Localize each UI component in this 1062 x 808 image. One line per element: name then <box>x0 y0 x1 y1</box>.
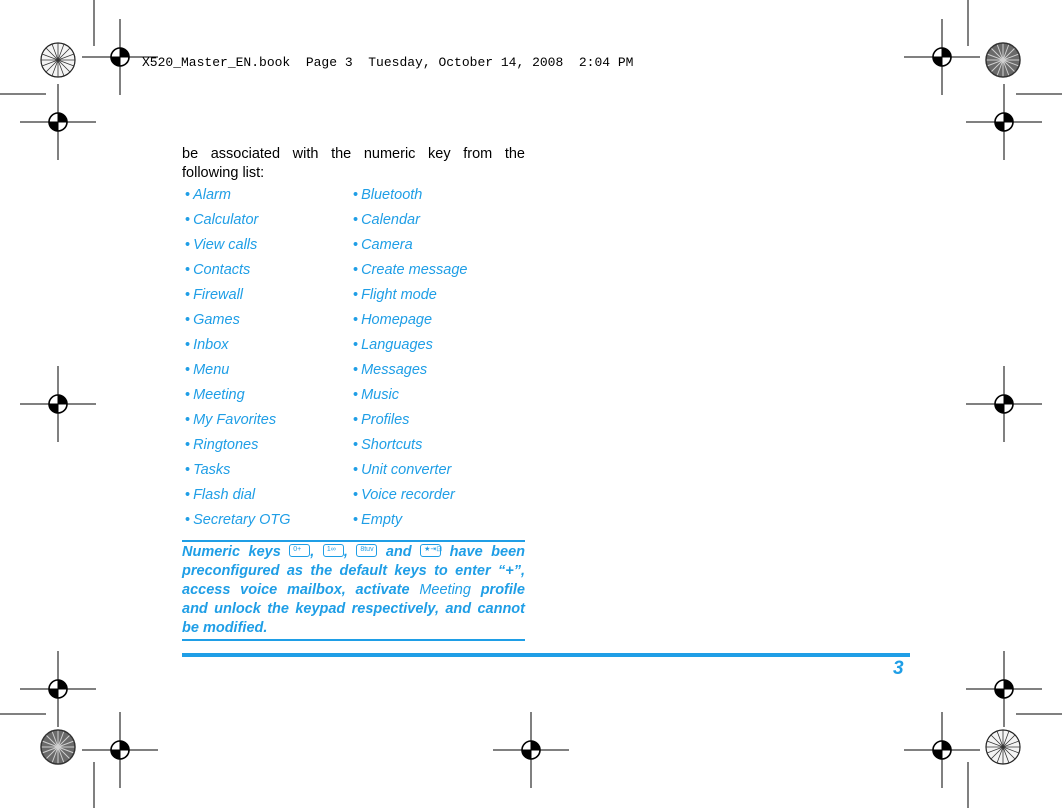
list-item <box>185 511 291 536</box>
list-item-label: Empty <box>361 512 403 528</box>
list-item-label: Calendar <box>361 212 420 228</box>
list-item <box>353 511 467 536</box>
shortcut-list-left <box>185 186 291 536</box>
key-1-label: 1∞ <box>326 546 336 553</box>
list-item-label: Music <box>361 387 399 403</box>
starburst-icon <box>986 730 1020 764</box>
list-item <box>185 386 291 411</box>
note-meeting-term: Meeting <box>419 582 471 598</box>
list-item <box>185 461 291 486</box>
list-item-label: View calls <box>193 237 258 253</box>
bullet-glyph: • <box>185 287 191 303</box>
list-item <box>353 211 467 236</box>
registration-mark-icon <box>82 712 158 788</box>
registration-mark-icon <box>20 651 96 727</box>
list-item-label: Languages <box>361 337 433 353</box>
note-top-rule <box>182 540 525 542</box>
page-number: 3 <box>893 658 904 679</box>
bullet-glyph: • <box>185 387 191 403</box>
bullet-glyph: • <box>353 362 359 378</box>
registration-mark-icon <box>966 84 1042 160</box>
registration-mark-icon <box>904 19 980 95</box>
list-item <box>185 261 291 286</box>
bullet-glyph: • <box>185 337 191 353</box>
list-item <box>353 461 467 486</box>
list-item-label: Messages <box>361 362 428 378</box>
list-item <box>185 186 291 211</box>
list-item-label: Camera <box>361 237 413 253</box>
key-star-label: ★⇥⊡ <box>424 546 443 553</box>
bullet-glyph: • <box>353 512 359 528</box>
bullet-glyph: • <box>185 312 191 328</box>
key-star-icon <box>420 544 441 557</box>
list-item-label: Meeting <box>193 387 245 403</box>
list-item <box>353 436 467 461</box>
print-header: X520_Master_EN.book Page 3 Tuesday, October 14, 2008 2:04 PM <box>142 55 634 70</box>
starburst-icon <box>41 43 75 77</box>
list-item <box>353 336 467 361</box>
list-item-label: Homepage <box>361 312 433 328</box>
registration-mark-icon <box>20 84 96 160</box>
list-item <box>185 211 291 236</box>
key-0-icon <box>289 544 310 557</box>
list-item-label: Secretary OTG <box>193 512 291 528</box>
bullet-glyph: • <box>353 487 359 503</box>
key-0-label: 0+ <box>293 546 302 553</box>
intro-paragraph: be associated with the numeric key from the following list: <box>182 146 525 181</box>
note-text-middle: have been preconfigured as the default keys to enter “+”, access voice mailbox, activate <box>182 544 526 598</box>
registration-mark-icon <box>966 651 1042 727</box>
bullet-glyph: • <box>185 512 191 528</box>
list-item-label: Bluetooth <box>361 187 423 203</box>
bullet-glyph: • <box>185 262 191 278</box>
list-item <box>353 486 467 511</box>
registration-mark-icon <box>966 366 1042 442</box>
bullet-glyph: • <box>185 412 191 428</box>
note-text-start: Numeric keys <box>182 544 281 560</box>
list-item <box>353 286 467 311</box>
bullet-glyph: • <box>185 362 191 378</box>
bullet-glyph: • <box>353 262 359 278</box>
bullet-glyph: • <box>185 437 191 453</box>
bullet-glyph: • <box>353 337 359 353</box>
list-item <box>185 436 291 461</box>
note-and: and <box>385 544 412 560</box>
key-8-icon <box>356 544 377 557</box>
registration-mark-icon <box>904 712 980 788</box>
list-item-label: Tasks <box>193 462 231 478</box>
list-item <box>185 286 291 311</box>
list-item <box>353 236 467 261</box>
list-item-label: My Favorites <box>193 412 277 428</box>
shortcut-list-right <box>353 186 467 536</box>
note-bottom-rule <box>182 639 525 641</box>
list-item-label: Ringtones <box>193 437 259 453</box>
preconfigured-keys-note <box>182 543 525 638</box>
bullet-glyph: • <box>353 187 359 203</box>
bullet-glyph: • <box>353 437 359 453</box>
list-item-label: Games <box>193 312 240 328</box>
list-item <box>185 486 291 511</box>
list-item <box>185 361 291 386</box>
list-item-label: Voice recorder <box>361 487 455 503</box>
bullet-glyph: • <box>185 487 191 503</box>
page-footer-rule <box>182 653 910 657</box>
list-item <box>353 361 467 386</box>
bullet-glyph: • <box>185 187 191 203</box>
list-item-label: Calculator <box>193 212 259 228</box>
list-item-label: Flight mode <box>361 287 437 303</box>
note-comma: , <box>310 544 315 560</box>
bullet-glyph: • <box>353 412 359 428</box>
bullet-glyph: • <box>353 237 359 253</box>
note-text-end: profile and unlock the keypad respectively, and cannot be modified. <box>182 582 525 636</box>
bullet-glyph: • <box>353 387 359 403</box>
bullet-glyph: • <box>353 312 359 328</box>
list-item <box>353 386 467 411</box>
key-1-icon <box>323 544 344 557</box>
list-item-label: Contacts <box>193 262 251 278</box>
list-item-label: Flash dial <box>193 487 256 503</box>
bullet-glyph: • <box>185 237 191 253</box>
bullet-glyph: • <box>353 212 359 228</box>
list-item-label: Create message <box>361 262 468 278</box>
list-item <box>185 236 291 261</box>
list-item-label: Unit converter <box>361 462 452 478</box>
list-item <box>353 311 467 336</box>
bullet-glyph: • <box>185 212 191 228</box>
bullet-glyph: • <box>353 287 359 303</box>
list-item <box>353 411 467 436</box>
note-comma: , <box>343 544 348 560</box>
list-item <box>185 336 291 361</box>
registration-mark-icon <box>493 712 569 788</box>
list-item <box>185 311 291 336</box>
starburst-icon <box>41 730 75 764</box>
list-item <box>353 186 467 211</box>
list-item-label: Inbox <box>193 337 229 353</box>
bullet-glyph: • <box>185 462 191 478</box>
list-item <box>185 411 291 436</box>
list-item-label: Shortcuts <box>361 437 423 453</box>
list-item-label: Profiles <box>361 412 410 428</box>
key-8-label: 8tuv <box>360 546 374 553</box>
list-item <box>353 261 467 286</box>
registration-mark-icon <box>20 366 96 442</box>
list-item-label: Menu <box>193 362 230 378</box>
list-item-label: Firewall <box>193 287 244 303</box>
list-item-label: Alarm <box>193 187 231 203</box>
starburst-icon <box>986 43 1020 77</box>
bullet-glyph: • <box>353 462 359 478</box>
